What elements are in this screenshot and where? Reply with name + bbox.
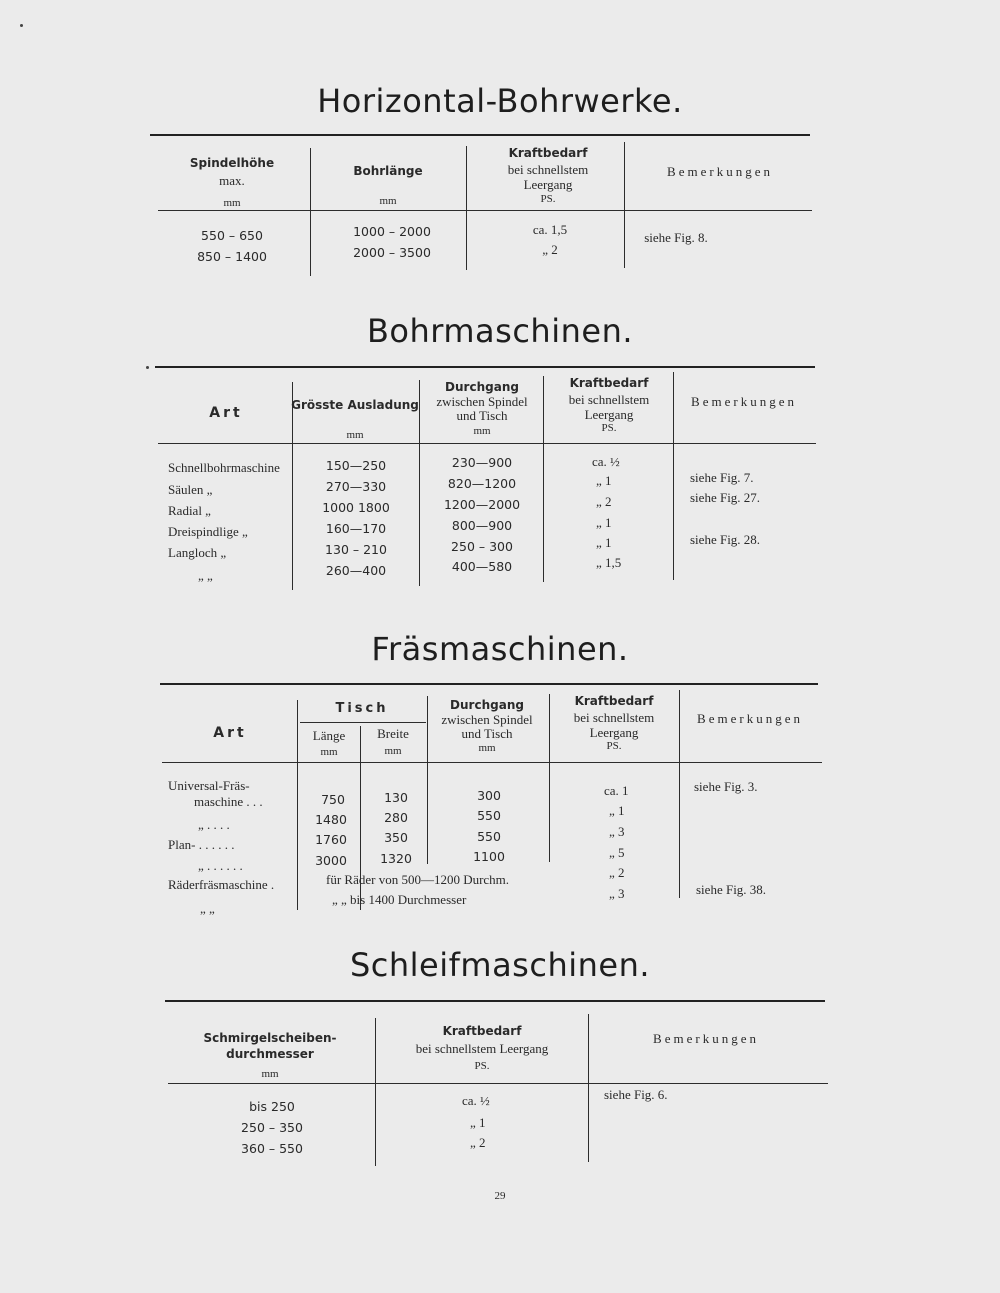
table-cell: siehe Fig. 28. <box>690 532 761 547</box>
table-cell: 300 <box>477 788 501 803</box>
col-header-laenge: Länge <box>312 728 346 743</box>
table-cell: siehe Fig. 7. <box>690 470 754 485</box>
table-cell: 230—900 <box>451 455 513 470</box>
table-cell: 1760 <box>315 832 347 847</box>
col-header-bemerkungen: Bemerkungen <box>653 1031 759 1046</box>
table-cell: 250 – 300 <box>451 539 513 554</box>
col-header-bohrlaenge: Bohrlänge <box>353 164 423 178</box>
col-header-schmirgelscheiben-l2: durchmesser <box>226 1047 314 1061</box>
header-rule <box>162 762 822 763</box>
col-header-art: Art <box>213 725 247 741</box>
col-unit-spindelhoehe: mm <box>223 197 241 209</box>
table-cell: 2000 – 3500 <box>353 245 431 260</box>
table-cell: 1480 <box>315 812 347 827</box>
table-cell-art: Plan- . . . . . . <box>168 837 235 852</box>
col-unit-kraftbedarf: PS. <box>474 1060 490 1072</box>
col-header-kraftbedarf-l1: bei schnellstem Leergang <box>415 1041 549 1056</box>
table-cell: „ 3 <box>609 886 625 901</box>
table-cell: bis 250 <box>249 1099 295 1114</box>
column-rule <box>427 696 428 864</box>
table-cell: 550 <box>477 829 501 844</box>
col-header-kraftbedarf-l2: Leergang <box>584 407 634 422</box>
col-header-ausladung: Grösste Ausladung <box>291 398 419 412</box>
table-cell: „ 1 <box>596 515 612 530</box>
table-cell-art: Universal-Fräs- <box>168 778 250 793</box>
table-cell-art: „ „ <box>200 901 215 916</box>
header-rule <box>158 443 816 444</box>
col-unit-kraftbedarf: PS. <box>606 740 622 752</box>
table-cell: „ 2 <box>542 242 558 257</box>
col-unit-kraftbedarf: PS. <box>601 422 617 434</box>
table-cell-art: Räderfräsmaschine . <box>168 877 275 892</box>
col-header-bemerkungen: Bemerkungen <box>697 711 803 726</box>
col-header-art: Art <box>209 405 243 421</box>
table-cell-art: „ „ <box>198 568 213 583</box>
col-unit-bohrlaenge: mm <box>379 195 397 207</box>
table-cell: „ 2 <box>609 865 625 880</box>
table-cell-art: Dreispindlige „ <box>168 524 248 539</box>
table-cell: 160—170 <box>325 521 387 536</box>
column-rule <box>419 380 420 586</box>
table-cell: 3000 <box>315 853 347 868</box>
column-rule <box>624 142 625 268</box>
table-cell: 1000 – 2000 <box>353 224 431 239</box>
table-cell: 1100 <box>473 849 505 864</box>
table-cell: ca. 1 <box>604 783 629 798</box>
table-cell: 800—900 <box>451 518 513 533</box>
table-cell: „ 1 <box>470 1115 486 1130</box>
table-top-rule <box>165 1000 825 1002</box>
table-cell: 350 <box>384 830 408 845</box>
tisch-subheader-rule <box>300 722 426 723</box>
table-cell-art: Langloch „ <box>168 545 227 560</box>
column-rule <box>588 1014 589 1162</box>
table-cell-art: Radial „ <box>168 503 211 518</box>
table-cell: siehe Fig. 3. <box>694 779 758 794</box>
table-cell: siehe Fig. 8. <box>644 230 708 245</box>
table-cell: 820—1200 <box>447 476 517 491</box>
table-cell: „ 5 <box>609 845 625 860</box>
col-header-durchgang-l2: und Tisch <box>456 408 508 423</box>
section-title-bohrmaschinen: Bohrmaschinen. <box>366 312 634 350</box>
print-speck <box>20 24 23 27</box>
col-header-kraftbedarf-l1: bei schnellstem <box>573 710 655 725</box>
table-cell-art: „ . . . . . . <box>198 858 243 873</box>
table-cell: ca. ½ <box>592 454 620 469</box>
table-cell: 400—580 <box>451 559 513 574</box>
table-cell: 750 <box>321 792 345 807</box>
column-rule <box>310 148 311 276</box>
table-cell: 550 – 650 <box>201 228 263 243</box>
table-cell: 270—330 <box>325 479 387 494</box>
column-rule <box>679 690 680 898</box>
col-unit-laenge: mm <box>320 746 338 758</box>
column-rule <box>297 700 298 910</box>
col-header-kraftbedarf-l2: Leergang <box>523 177 573 192</box>
col-header-kraftbedarf: Kraftbedarf <box>508 146 588 160</box>
table-cell-span: für Räder von 500—1200 Durchm. <box>326 872 510 887</box>
col-header-durchgang: Durchgang <box>450 698 524 712</box>
table-cell-art: Säulen „ <box>168 482 213 497</box>
section-title-schleifmaschinen: Schleifmaschinen. <box>349 946 651 984</box>
table-cell-art: Schnellbohrmaschine <box>168 460 280 475</box>
table-cell: siehe Fig. 27. <box>690 490 761 505</box>
col-unit-ausladung: mm <box>346 429 364 441</box>
header-rule <box>158 210 812 211</box>
page-number: 29 <box>494 1190 506 1202</box>
col-header-tisch: Tisch <box>335 701 389 716</box>
col-unit-schmirgelscheiben: mm <box>261 1068 279 1080</box>
table-cell: 260—400 <box>325 563 387 578</box>
column-rule <box>543 376 544 582</box>
table-cell: 280 <box>384 810 408 825</box>
table-cell: 1200—2000 <box>443 497 521 512</box>
table-top-rule <box>160 683 818 685</box>
table-cell-art: maschine . . . <box>194 794 263 809</box>
table-cell: siehe Fig. 6. <box>604 1087 668 1102</box>
section-title-horizontal-bohrwerke: Horizontal-Bohrwerke. <box>317 82 683 120</box>
table-cell: 250 – 350 <box>241 1120 303 1135</box>
table-cell: 150—250 <box>325 458 387 473</box>
col-header-kraftbedarf-l1: bei schnellstem <box>507 162 589 177</box>
table-cell: „ 1 <box>609 803 625 818</box>
col-header-kraftbedarf: Kraftbedarf <box>442 1024 522 1038</box>
table-top-rule <box>155 366 815 368</box>
table-cell: 1320 <box>380 851 412 866</box>
column-rule <box>466 146 467 270</box>
column-rule <box>673 372 674 580</box>
table-cell: „ 3 <box>609 824 625 839</box>
col-header-bemerkungen: Bemerkungen <box>691 394 797 409</box>
col-header-kraftbedarf-l1: bei schnellstem <box>568 392 650 407</box>
table-top-rule <box>150 134 810 136</box>
col-header-durchgang-l1: zwischen Spindel <box>436 394 528 409</box>
col-header-kraftbedarf: Kraftbedarf <box>574 694 654 708</box>
col-unit-durchgang: mm <box>478 742 496 754</box>
col-header-schmirgelscheiben: Schmirgelscheiben- <box>203 1031 337 1045</box>
section-title-fraesmaschinen: Fräsmaschinen. <box>371 630 629 668</box>
table-cell: 130 <box>384 790 408 805</box>
col-header-durchgang: Durchgang <box>445 380 519 394</box>
col-unit-kraftbedarf: PS. <box>540 193 556 205</box>
col-header-spindelhoehe: Spindelhöhe <box>189 156 275 170</box>
table-cell: „ 1 <box>596 473 612 488</box>
table-cell: 360 – 550 <box>241 1141 303 1156</box>
col-header-durchgang-l1: zwischen Spindel <box>441 712 533 727</box>
table-cell: „ 2 <box>596 494 612 509</box>
col-header-breite: Breite <box>377 726 409 741</box>
column-rule <box>549 694 550 862</box>
table-cell: „ 2 <box>470 1135 486 1150</box>
table-cell-art: „ . . . . <box>198 817 230 832</box>
table-cell: 1000 1800 <box>322 500 390 515</box>
col-header-kraftbedarf: Kraftbedarf <box>569 376 649 390</box>
table-cell: „ 1 <box>596 535 612 550</box>
column-rule <box>292 382 293 590</box>
print-speck <box>146 366 149 369</box>
col-header-bemerkungen: Bemerkungen <box>667 164 773 179</box>
col-header-kraftbedarf-l2: Leergang <box>589 725 639 740</box>
col-header-spindelhoehe-sub: max. <box>219 173 245 188</box>
header-rule <box>168 1083 828 1084</box>
column-rule <box>375 1018 376 1166</box>
table-cell-span: „ „ bis 1400 Durchmesser <box>332 892 467 907</box>
table-cell: 130 – 210 <box>325 542 387 557</box>
table-cell: siehe Fig. 38. <box>696 882 767 897</box>
table-cell: 550 <box>477 808 501 823</box>
col-unit-breite: mm <box>384 745 402 757</box>
table-cell: „ 1,5 <box>596 555 622 570</box>
table-cell: 850 – 1400 <box>197 249 267 264</box>
table-cell: ca. 1,5 <box>532 222 568 237</box>
col-header-durchgang-l2: und Tisch <box>461 726 513 741</box>
col-unit-durchgang: mm <box>473 425 491 437</box>
table-cell: ca. ½ <box>462 1093 490 1108</box>
